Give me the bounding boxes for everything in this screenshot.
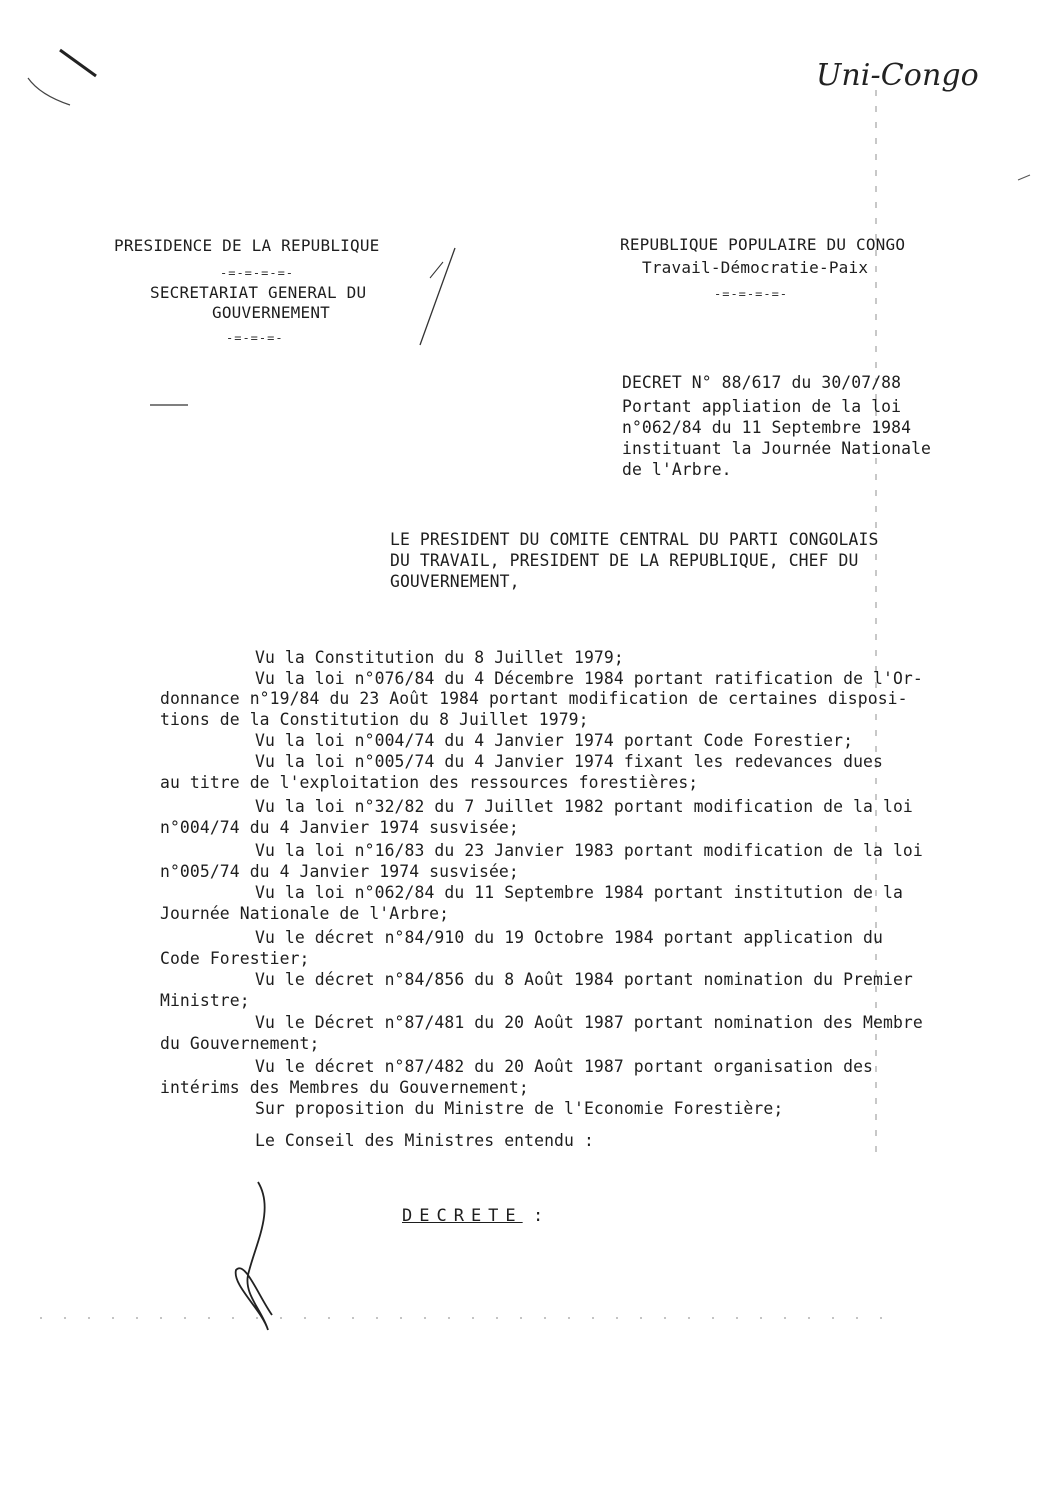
body-line: Vu le Décret n°87/481 du 20 Août 1987 portant nomination des Membre bbox=[255, 1013, 923, 1032]
pen-stroke-top-left-2 bbox=[28, 78, 70, 105]
body-line: Vu la loi n°004/74 du 4 Janvier 1974 portant Code Forestier; bbox=[255, 731, 854, 750]
decree-title-line: de l'Arbre. bbox=[622, 460, 732, 479]
body-line: Code Forestier; bbox=[160, 949, 310, 968]
left-header-line2: SECRETARIAT GENERAL DU bbox=[150, 283, 367, 302]
body-line: Vu la loi n°32/82 du 7 Juillet 1982 portant modification de la loi bbox=[255, 797, 913, 816]
decree-title-line: n°062/84 du 11 Septembre 1984 bbox=[622, 418, 912, 437]
handwritten-annotation: Uni-Congo bbox=[816, 58, 979, 93]
left-header-separator2: -=-=-=- bbox=[226, 331, 284, 345]
decrete-colon: : bbox=[533, 1206, 544, 1226]
body-line: Vu le décret n°84/910 du 19 Octobre 1984 portant application du bbox=[255, 928, 883, 947]
body-line: Vu la loi n°16/83 du 23 Janvier 1983 portant modification de la loi bbox=[255, 841, 923, 860]
decrete-word: DECRETE bbox=[402, 1206, 523, 1226]
body-line: donnance n°19/84 du 23 Août 1984 portant modification de certaines disposi- bbox=[160, 689, 908, 708]
body-line: tions de la Constitution du 8 Juillet 1979; bbox=[160, 710, 589, 729]
decree-title-line: Portant appliation de la loi bbox=[622, 397, 902, 416]
left-header-line1: PRESIDENCE DE LA REPUBLIQUE bbox=[114, 236, 380, 255]
preamble-line: GOUVERNEMENT, bbox=[390, 572, 520, 591]
decree-title-line: instituant la Journée Nationale bbox=[622, 439, 932, 458]
body-line: Sur proposition du Ministre de l'Economie Forestière; bbox=[255, 1099, 784, 1118]
body-line: Vu la loi n°005/74 du 4 Janvier 1974 fixant les redevances dues bbox=[255, 752, 883, 771]
edge-mark bbox=[1018, 175, 1030, 180]
slash-mark-1 bbox=[420, 248, 455, 345]
body-line: Vu le décret n°84/856 du 8 Août 1984 portant nomination du Premier bbox=[255, 970, 913, 989]
body-line: du Gouvernement; bbox=[160, 1034, 320, 1053]
body-line: Vu la loi n°062/84 du 11 Septembre 1984 portant institution de la bbox=[255, 883, 903, 902]
body-line: intérims des Membres du Gouvernement; bbox=[160, 1078, 529, 1097]
body-line: Ministre; bbox=[160, 991, 250, 1010]
pen-stroke-top-left bbox=[60, 50, 96, 76]
decrete-heading bbox=[402, 1206, 543, 1226]
preamble-line: DU TRAVAIL, PRESIDENT DE LA REPUBLIQUE, CHEF DU bbox=[390, 551, 859, 570]
body-line: n°005/74 du 4 Janvier 1974 susvisée; bbox=[160, 862, 519, 881]
body-line: Vu la Constitution du 8 Juillet 1979; bbox=[255, 648, 624, 667]
left-header-line3: GOUVERNEMENT bbox=[212, 303, 330, 322]
body-line: Vu le décret n°87/482 du 20 Août 1987 portant organisation des bbox=[255, 1057, 874, 1076]
body-line: Vu la loi n°076/84 du 4 Décembre 1984 portant ratification de l'Or- bbox=[255, 669, 923, 688]
body-line: Le Conseil des Ministres entendu : bbox=[255, 1131, 594, 1150]
right-header-motto: Travail-Démocratie-Paix bbox=[642, 258, 869, 277]
body-line: au titre de l'exploitation des ressources forestières; bbox=[160, 773, 699, 792]
left-header-separator1: -=-=-=-=- bbox=[220, 266, 295, 280]
right-header-separator: -=-=-=-=- bbox=[714, 287, 789, 301]
decree-number: DECRET N° 88/617 du 30/07/88 bbox=[622, 373, 902, 392]
body-line: n°004/74 du 4 Janvier 1974 susvisée; bbox=[160, 818, 519, 837]
signature-stroke bbox=[236, 1182, 272, 1330]
right-header-line1: REPUBLIQUE POPULAIRE DU CONGO bbox=[620, 235, 906, 254]
preamble-line: LE PRESIDENT DU COMITE CENTRAL DU PARTI CONGOLAIS bbox=[390, 530, 879, 549]
slash-mark-2 bbox=[430, 262, 443, 278]
body-line: Journée Nationale de l'Arbre; bbox=[160, 904, 450, 923]
